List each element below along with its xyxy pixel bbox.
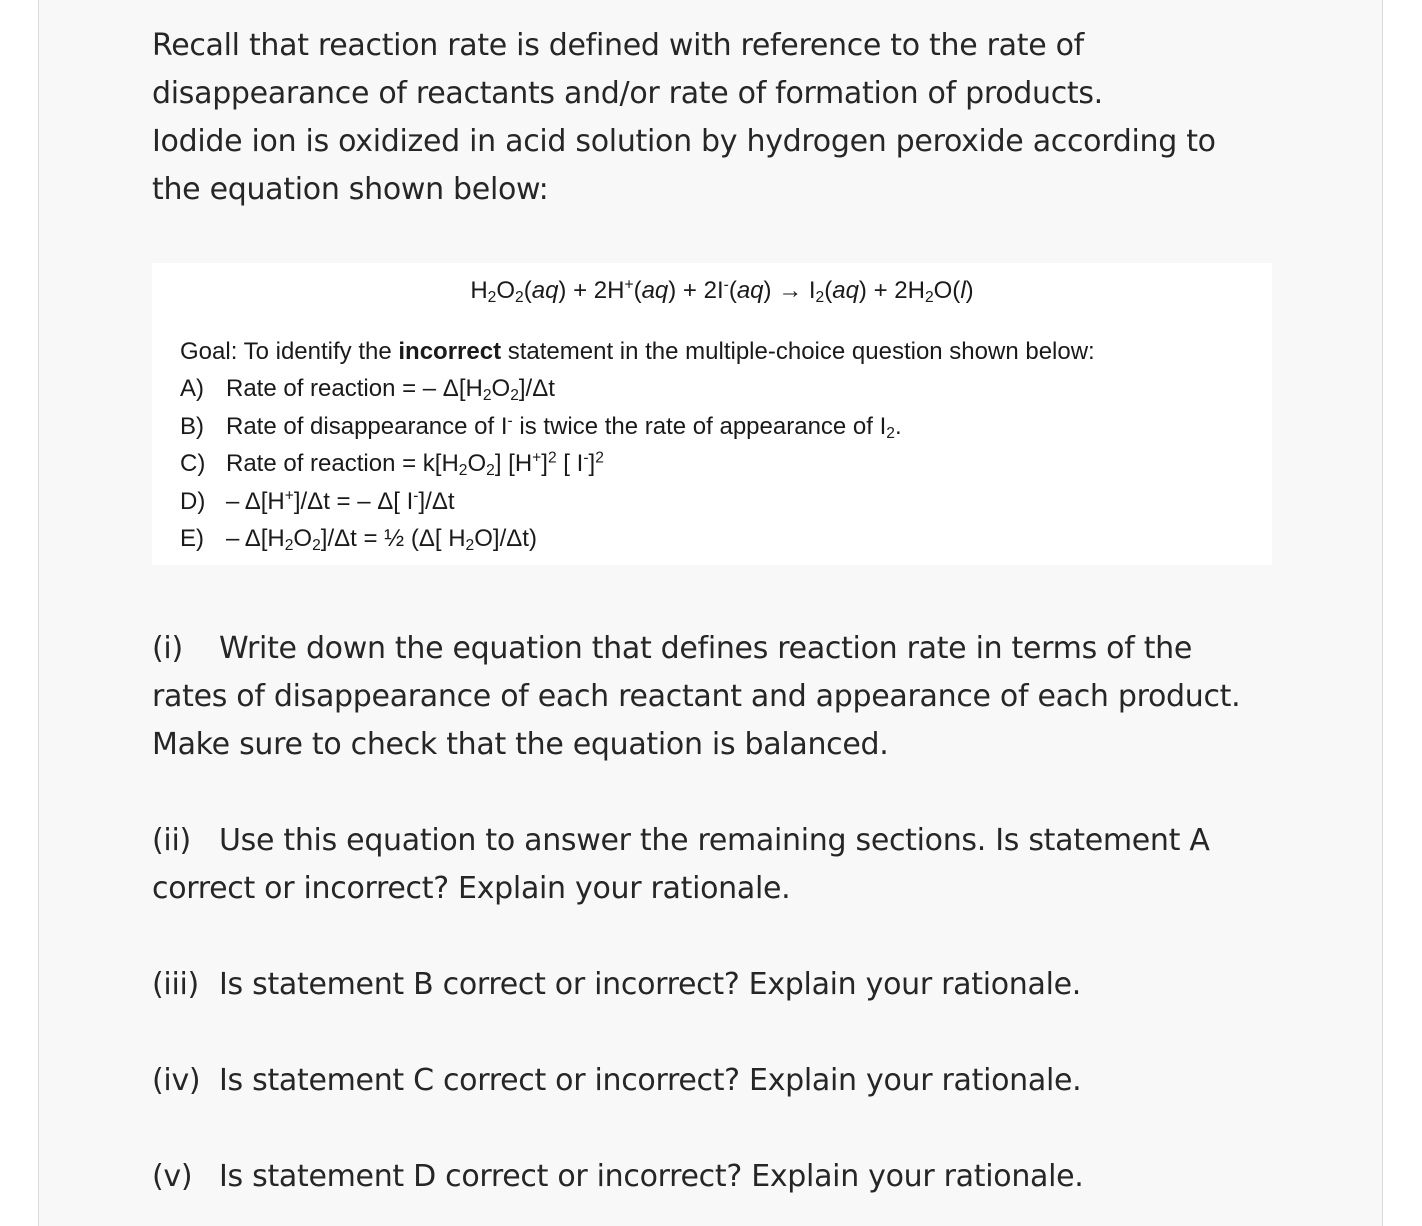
option-label: E)	[180, 525, 204, 552]
option-text: – Δ[H+]/Δt = – Δ[ I-]/Δt	[226, 486, 455, 515]
option-e	[180, 520, 902, 558]
option-d	[180, 483, 902, 521]
part-text-line: rates of disappearance of each reactant and appearance of each product.	[152, 679, 1241, 714]
option-text: Rate of reaction = $k[H_2O_2]$ $[H^+]^2$ [ I-]$^2$	[226, 449, 604, 479]
part-iv	[152, 1057, 1272, 1105]
part-v	[152, 1153, 1272, 1201]
part-ii	[152, 817, 1272, 913]
option-label: D)	[180, 487, 206, 515]
part-text-line: Write down the equation that defines reaction rate in terms of the	[219, 631, 1193, 666]
option-text: Rate of reaction = – $\Delta[H_2O_2]/\Delta t$	[226, 375, 555, 404]
question-image	[152, 263, 1272, 565]
goal-bold: incorrect	[398, 338, 502, 365]
content-panel	[38, 0, 1383, 1226]
intro-line: disappearance of reactants and/or rate of formation of products.	[152, 76, 1103, 111]
part-text-line: Use this equation to answer the remaining sections. Is statement A	[219, 823, 1210, 858]
part-number: (iv)	[152, 1063, 201, 1098]
option-label: B)	[180, 412, 204, 440]
option-label: A)	[180, 375, 204, 402]
intro-line: Iodide ion is oxidized in acid solution by hydrogen peroxide according to	[152, 124, 1216, 159]
part-text-line: Make sure to check that the equation is balanced.	[152, 727, 889, 762]
part-number: (v)	[152, 1159, 193, 1194]
part-text-line: correct or incorrect? Explain your rationale.	[152, 871, 791, 906]
part-iii	[152, 961, 1272, 1009]
option-label: C)	[180, 450, 206, 477]
part-number: (iii)	[152, 967, 199, 1002]
goal-prefix: Goal: To identify the	[180, 338, 399, 365]
option-a	[180, 370, 902, 408]
option-text: Rate of disappearance of I- is twice the rate of appearance of $I_2$.	[226, 411, 902, 442]
option-c	[180, 445, 902, 483]
part-number: (i)	[152, 631, 183, 666]
goal-statement	[180, 334, 1095, 370]
option-b	[180, 408, 902, 446]
part-text-line: Is statement D correct or incorrect? Explain your rationale.	[219, 1159, 1084, 1194]
part-text-line: Is statement C correct or incorrect? Explain your rationale.	[219, 1063, 1082, 1098]
intro-line: the equation shown below:	[152, 172, 549, 207]
option-text: – $\Delta[H_2O_2]/\Delta t$ = ½ (Δ[ $H_2O]/\Delta t$)	[226, 525, 537, 554]
reaction-equation: $H_2O_2(aq) + 2H^+(aq) + 2I^-(aq) \to I_2(aq) + 2H_2O(l)$	[470, 276, 974, 306]
part-number: (ii)	[152, 823, 191, 858]
part-i	[152, 625, 1272, 769]
part-text-line: Is statement B correct or incorrect? Explain your rationale.	[219, 967, 1082, 1002]
options-list	[180, 370, 902, 558]
intro-paragraph	[152, 22, 1272, 214]
intro-line: Recall that reaction rate is defined with reference to the rate of	[152, 28, 1084, 63]
goal-suffix: statement in the multiple-choice question shown below:	[501, 338, 1095, 365]
